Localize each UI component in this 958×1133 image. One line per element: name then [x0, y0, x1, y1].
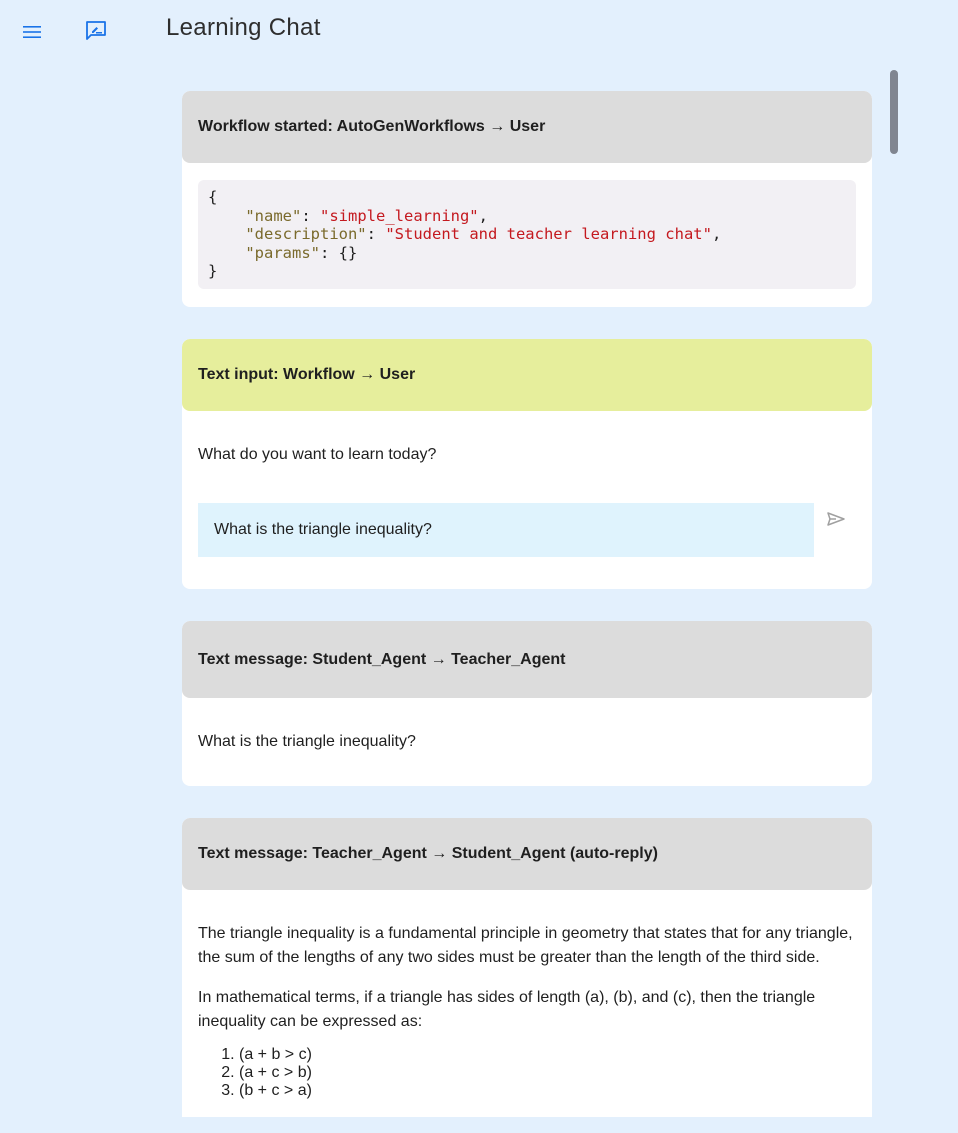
json-code-block: [198, 180, 856, 289]
code-key: "params": [245, 243, 320, 262]
message-header: Text message: Teacher_Agent → Student_Agent (auto-reply): [182, 818, 872, 890]
code-line: {: [208, 188, 218, 206]
message-body: [182, 163, 872, 305]
message-body: What is the triangle inequality?: [198, 733, 416, 750]
message-card-student: [182, 621, 872, 786]
code-sep: :: [366, 225, 386, 243]
message-header: Text input: Workflow → User: [182, 339, 872, 411]
code-value: "simple_learning": [320, 206, 479, 225]
new-chat-button[interactable]: [84, 20, 108, 46]
code-key: "name": [245, 206, 302, 225]
message-header: Text message: Student_Agent → Teacher_Agent: [182, 621, 872, 698]
code-value: {}: [338, 243, 358, 262]
inequality-list: [198, 1046, 856, 1100]
message-header: Workflow started: AutoGenWorkflows → User: [182, 91, 872, 163]
message-body: [182, 890, 872, 1116]
reply-paragraph: The triangle inequality is a fundamental principle in geometry that states that for any triangle, the sum of the lengths of any two sides must be greater than the length of the third side.: [198, 925, 853, 966]
code-line: }: [208, 262, 218, 280]
code-sep: ,: [478, 206, 488, 225]
code-key: "description": [245, 225, 367, 243]
message-card-text-input: [182, 339, 872, 589]
code-sep: ,: [711, 225, 722, 243]
chat-scroll-area[interactable]: [182, 70, 872, 1117]
hamburger-menu-icon: [23, 25, 41, 44]
input-row: [198, 503, 856, 557]
chat-input-field[interactable]: [198, 503, 814, 557]
top-bar: [0, 0, 958, 64]
code-sep: :: [319, 243, 339, 262]
list-item: 1. (a + b > c): [239, 1046, 856, 1064]
message-card-workflow-started: [182, 91, 872, 307]
code-value: "Student and teacher learning chat": [385, 225, 712, 243]
new-chat-edit-icon: [85, 20, 107, 47]
send-icon: [826, 511, 846, 535]
message-card-teacher: [182, 818, 872, 1117]
send-button[interactable]: [816, 503, 856, 543]
list-item: 3. (b + c > a): [239, 1082, 856, 1100]
scrollbar-thumb[interactable]: [890, 70, 898, 154]
app-title: Learning Chat: [166, 14, 321, 41]
list-item: 2. (a + c > b): [239, 1064, 856, 1082]
menu-button[interactable]: [20, 22, 44, 46]
code-sep: :: [301, 206, 320, 225]
reply-paragraph: In mathematical terms, if a triangle has sides of length (a), (b), and (c), then the triangle inequality can be expressed as:: [198, 989, 816, 1030]
message-body: [182, 411, 872, 573]
input-prompt: What do you want to learn today?: [198, 446, 437, 463]
